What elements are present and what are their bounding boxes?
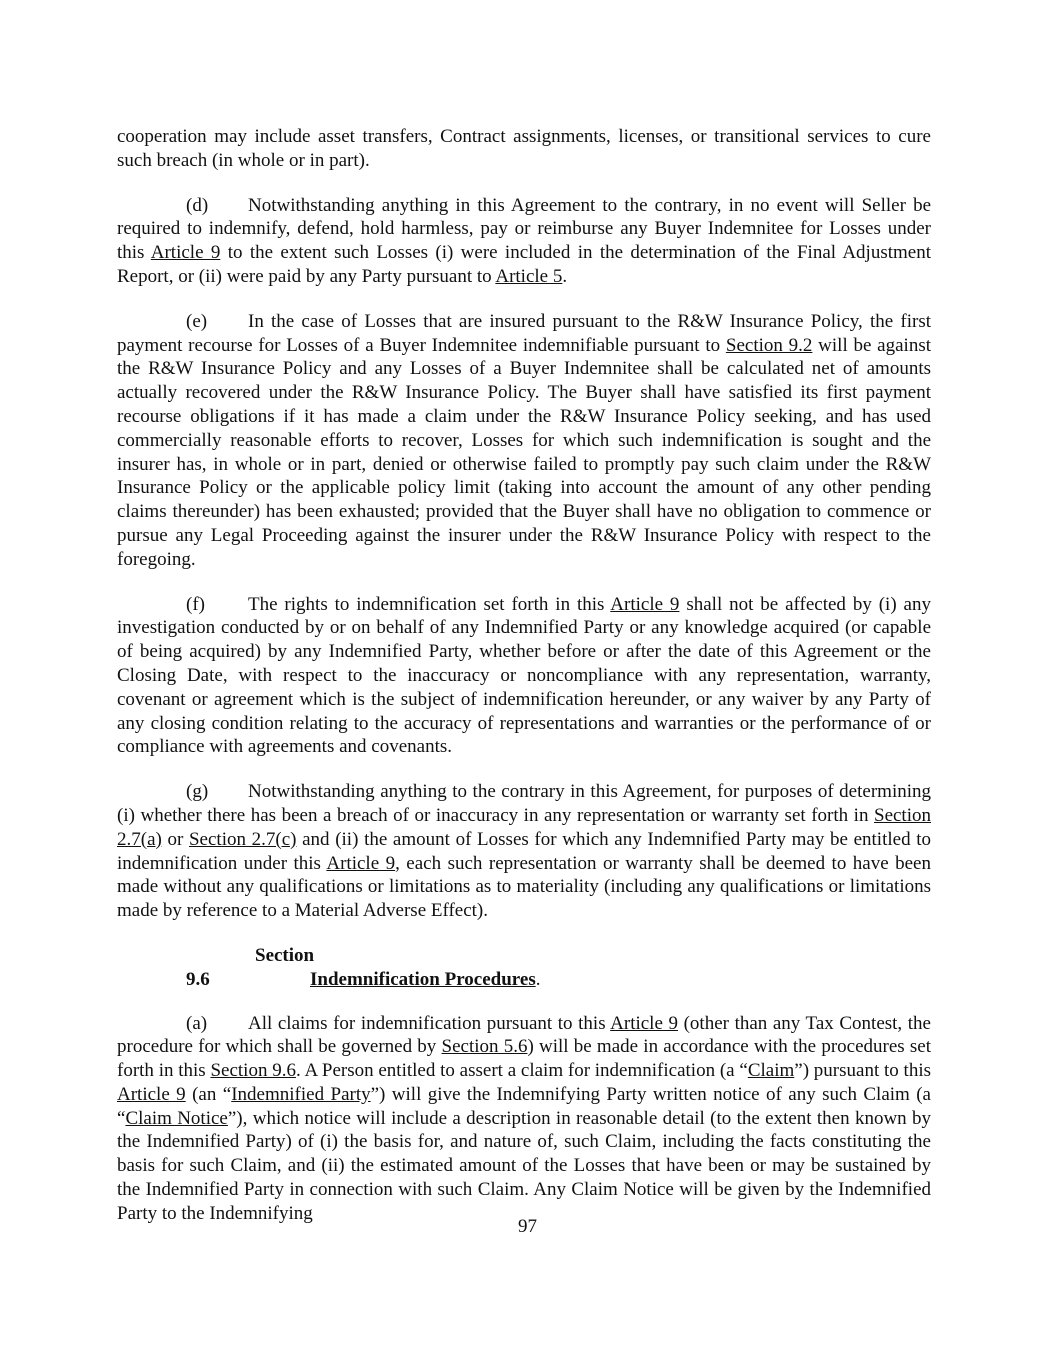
cross-reference: Article 9 (326, 852, 396, 874)
page-number: 97 (518, 1216, 537, 1237)
cross-reference: Article 9 (610, 593, 680, 615)
paragraph-continuation: cooperation may include asset transfers, Contract assignments, licenses, or transitional services to cure such breach (in whole or in part). (117, 126, 931, 171)
cross-reference: Section 2.7(a) (117, 804, 931, 850)
paragraph-label: (f) (186, 593, 205, 615)
cross-reference: Article 5 (495, 265, 563, 287)
paragraph-label: (g) (186, 781, 209, 803)
paragraph-e: (e) In the case of Losses that are insured pursuant to the R&W Insurance Policy, the first payment recourse for Losses of a Buyer Indemnitee indemnifiable pursuant to Section 9.2 will be against the R&W Insurance Policy and any Losses of a Buyer Indemnitee shall be calculated net of amounts actually recovered under the R&W Insurance Policy. The Buyer shall have satisfied its first payment recourse obligations if it has made a claim under the R&W Insurance Policy seeking, and has used commercially reasonable efforts to recover, Losses for which such indemnification is sought and the insurer has, in whole or in part, denied or otherwise failed to promptly pay such claim under the R&W Insurance Policy or the applicable policy limit (taking into account the amount of any other pending claims thereunder) has been exhausted; provided that the Buyer shall have no obligation to commence or pursue any Legal Proceeding against the insurer under the R&W Insurance Policy with respect to the foregoing. (117, 310, 931, 570)
cross-reference: Article 9 (610, 1012, 678, 1034)
cross-reference: Article 9 (117, 1083, 186, 1105)
document-body (117, 125, 931, 1247)
paragraph-a: (a) All claims for indemnification pursuant to this Article 9 (other than any Tax Contest, the procedure for which shall be governed by Section 5.6) will be made in accordance with the procedures set forth in this Section 9.6. A Person entitled to assert a claim for indemnification (a “Claim”) pursuant to this Article 9 (an “Indemnified Party”) will give the Indemnifying Party written notice of any such Claim (a “Claim Notice”), which notice will include a description in reasonable detail (to the extent then known by the Indemnified Party) of (i) the basis for, and nature of, such Claim, including the facts constituting the basis for such Claim, and (ii) the estimated amount of the Losses that have been or may be sustained by the Indemnified Party in connection with such Claim. Any Claim Notice will be given by the Indemnified Party to the Indemnifying (117, 1012, 931, 1224)
defined-term: Indemnified Party (231, 1083, 371, 1105)
paragraph-label: (a) (186, 1012, 208, 1034)
paragraph-f: (f) The rights to indemnification set forth in this Article 9 shall not be affected by (i) any investigation conducted by or on behalf of any Indemnified Party or any knowledge acquired (or capable of being acquired) by any Indemnified Party, whether before or after the date of this Agreement or the Closing Date, with respect to the inaccuracy or noncompliance with any representation, warranty, covenant or agreement which is the subject of indemnification hereunder, or any waiver by any Party of any closing condition relating to the accuracy of representations and warranties or the performance of or compliance with agreements and covenants. (117, 593, 931, 758)
section-heading: Section 9.6 Indemnification Procedures. (186, 944, 541, 990)
paragraph-g: (g) Notwithstanding anything to the contrary in this Agreement, for purposes of determining (i) whether there has been a breach of or inaccuracy in any representation or warranty set forth in Section 2.7(a) or Section 2.7(c) and (ii) the amount of Losses for which any Indemnified Party may be entitled to indemnification under this Article 9, each such representation or warranty shall be deemed to have been made without any qualifications or limitations as to materiality (including any qualifications or limitations made by reference to a Material Adverse Effect). (117, 781, 932, 922)
defined-term: Claim Notice (125, 1107, 228, 1129)
cross-reference: Section 5.6 (441, 1036, 528, 1058)
defined-term: Claim (747, 1060, 795, 1082)
cross-reference: Section 9.2 (725, 334, 813, 356)
section-number: Section 9.6 (186, 944, 315, 990)
cross-reference: Section 9.6 (210, 1060, 296, 1082)
cross-reference: Article 9 (150, 242, 221, 264)
section-title: Indemnification Procedures (310, 968, 536, 990)
paragraph-d: (d) Notwithstanding anything in this Agreement to the contrary, in no event will Seller be required to indemnify, defend, hold harmless, pay or reimburse any Buyer Indemnitee for Losses under this Article 9 to the extent such Losses (i) were included in the determination of the Final Adjustment Report, or (ii) were paid by any Party pursuant to Article 5. (117, 194, 931, 287)
cross-reference: Section 2.7(c) (188, 828, 297, 850)
paragraph-label: (e) (186, 310, 208, 332)
paragraph-label: (d) (186, 194, 209, 216)
